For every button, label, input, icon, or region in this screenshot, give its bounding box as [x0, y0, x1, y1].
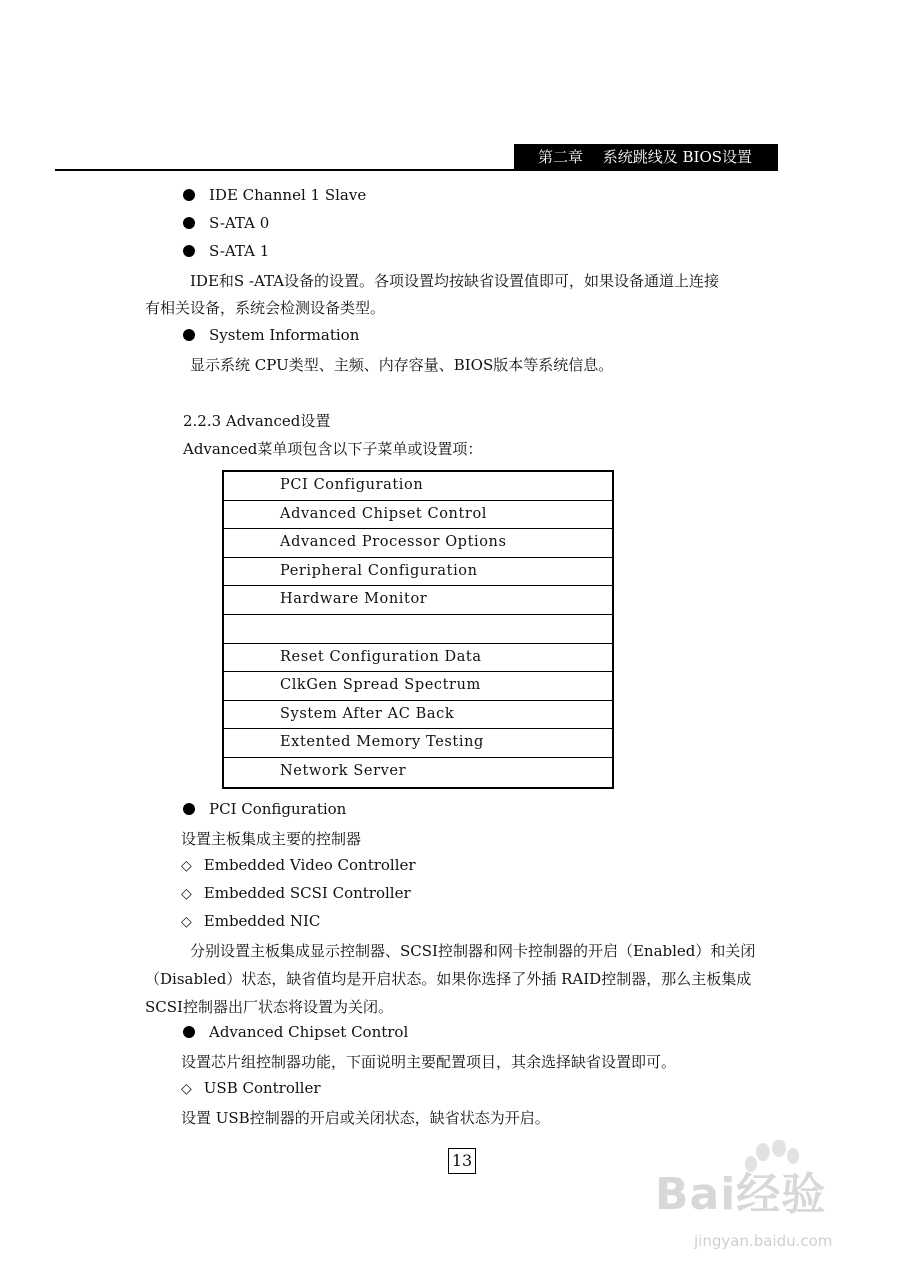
paragraph-line: SCSI控制器出厂状态将设置为关闭。 [145, 998, 393, 1016]
list-item: IDE Channel 1 Slave [183, 186, 366, 204]
menu-row: Advanced Processor Options [224, 529, 612, 558]
menu-row: Hardware Monitor [224, 586, 612, 615]
diamond-icon: ◇ [181, 1081, 192, 1097]
sub-item: ◇ Embedded Video Controller [181, 856, 416, 874]
paragraph-line: IDE和S -ATA设备的设置。各项设置均按缺省设置值即可，如果设备通道上连接 [190, 272, 720, 290]
menu-row: Network Server [280, 762, 407, 779]
diamond-icon: ◇ [181, 886, 192, 902]
paragraph-line: （Disabled）状态，缺省值均是开启状态。如果你选择了外插 RAID控制器，那么主板集成 [145, 970, 752, 988]
bullet-icon [183, 217, 195, 229]
menu-row: Peripheral Configuration [224, 558, 612, 587]
list-item: S-ATA 1 [183, 242, 269, 260]
chipset-description: 设置芯片组控制器功能，下面说明主要配置项目，其余选择缺省设置即可。 [181, 1053, 677, 1071]
section-intro: Advanced菜单项包含以下子菜单或设置项： [183, 440, 483, 458]
chapter-header: 第二章 系统跳线及 BIOS设置 [514, 144, 778, 171]
menu-row: Extented Memory Testing [224, 729, 612, 758]
section-heading: 2.2.3 Advanced设置 [183, 412, 331, 430]
paragraph-line: 分别设置主板集成显示控制器、SCSI控制器和网卡控制器的开启（Enabled）和关闭 [190, 942, 756, 960]
list-item-chipset: Advanced Chipset Control [183, 1023, 408, 1041]
list-item: S-ATA 0 [183, 214, 269, 232]
menu-row-empty [224, 615, 612, 644]
bullet-icon [183, 245, 195, 257]
list-item-pci: PCI Configuration [183, 800, 346, 818]
menu-row: ClkGen Spread Spectrum [224, 672, 612, 701]
watermark-brand: Bai经验 [655, 1169, 827, 1220]
list-item-sysinfo: System Information [183, 326, 359, 344]
diamond-icon: ◇ [181, 914, 192, 930]
bullet-icon [183, 189, 195, 201]
menu-row: Advanced Chipset Control [224, 501, 612, 530]
advanced-menu-table [222, 470, 614, 789]
usb-description: 设置 USB控制器的开启或关闭状态，缺省状态为开启。 [181, 1109, 550, 1127]
bullet-icon [183, 1026, 195, 1038]
bullet-icon [183, 803, 195, 815]
sub-item: ◇ Embedded NIC [181, 912, 321, 930]
diamond-icon: ◇ [181, 858, 192, 874]
menu-row: Reset Configuration Data [224, 644, 612, 673]
watermark-url: jingyan.baidu.com [694, 1232, 833, 1250]
paragraph-line: 有相关设备，系统会检测设备类型。 [145, 299, 386, 317]
menu-row: System After AC Back [224, 701, 612, 730]
sysinfo-description: 显示系统 CPU类型、主频、内存容量、BIOS版本等系统信息。 [190, 356, 614, 374]
menu-row: PCI Configuration [224, 472, 612, 501]
pci-description: 设置主板集成主要的控制器 [181, 830, 362, 848]
sub-item: ◇ USB Controller [181, 1079, 321, 1097]
page-number: 13 [448, 1148, 476, 1174]
bullet-icon [183, 329, 195, 341]
sub-item: ◇ Embedded SCSI Controller [181, 884, 411, 902]
